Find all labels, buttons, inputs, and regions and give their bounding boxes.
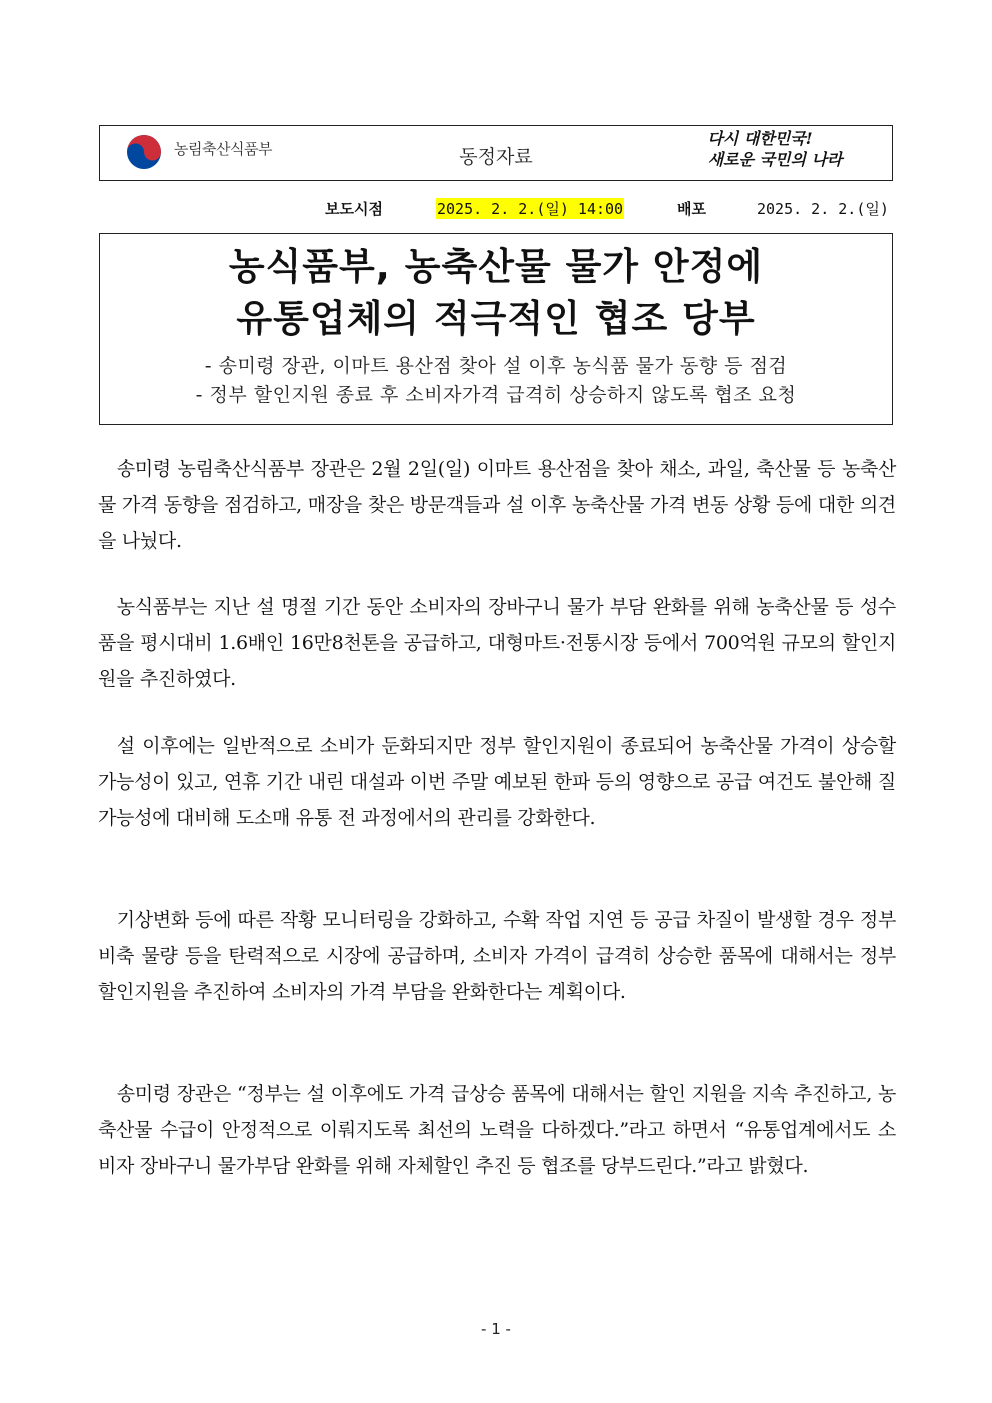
slogan-line-2: 새로운 국민의 나라 [707,150,843,169]
subtitle-1: - 송미령 장관, 이마트 용산점 찾아 설 이후 농식품 물가 동향 등 점검 [204,355,788,377]
paragraph-text-5: 송미령 장관은 “정부는 설 이후에도 가격 급상승 품목에 대해서는 할인 지원을 지속 추진하고, 농축산물 수급이 안정적으로 이뤄지도록 최선의 노력을 다하겠다.”라고 하면서 “유통업계에서도 소비자 장바구니 물가부담 완화를 위해 자체할인 추진 등 협조를 당부드린다.”라고 밝혔다. [98,1083,896,1177]
report-time-value: 2025. 2. 2.(일) 14:00 [437,200,624,218]
page-number: - 1 - [481,1320,511,1338]
body-paragraph [98,589,896,697]
document-header [99,125,893,181]
distribution-value: 2025. 2. 2.(일) [757,200,889,218]
subtitle-2: - 정부 할인지원 종료 후 소비자가격 급격히 상승하지 않도록 협조 요청 [195,384,797,406]
paragraph-text-4: 기상변화 등에 따른 작황 모니터링을 강화하고, 수확 작업 지연 등 공급 차질이 발생할 경우 정부 비축 물량 등을 탄력적으로 시장에 공급하며, 소비자 가격이 급격히 상승한 품목에 대해서는 정부 할인지원을 추진하여 소비자의 가격 부담을 완화한다는 계획이다. [98,909,896,1003]
distribution-label: 배포 [677,200,706,218]
headline-box [99,233,893,425]
paragraph-text-1: 송미령 농림축산식품부 장관은 2월 2일(일) 이마트 용산점을 찾아 채소, 과일, 축산물 등 농축산물 가격 동향을 점검하고, 매장을 찾은 방문객들과 설 이후 농축산물 가격 변동 상황 등에 대한 의견을 나눴다. [98,458,896,552]
document-type: 동정자료 [459,146,533,168]
body-paragraph [98,451,896,559]
slogan-line-1: 다시 대한민국! [707,129,813,148]
headline-line-2: 유통업체의 적극적인 협조 당부 [236,297,756,340]
report-time-label: 보도시점 [325,200,383,218]
headline-line-1: 농식품부, 농축산물 물가 안정에 [228,245,764,288]
body-paragraph [98,728,896,836]
ministry-name: 농림축산식품부 [174,140,272,158]
body-paragraph [98,1076,896,1184]
paragraph-text-3: 설 이후에는 일반적으로 소비가 둔화되지만 정부 할인지원이 종료되어 농축산물 가격이 상승할 가능성이 있고, 연휴 기간 내린 대설과 이번 주말 예보된 한파 등의 영향으로 공급 여건도 불안해 질 가능성에 대비해 도소매 유통 전 과정에서의 관리를 강화한다. [98,735,896,829]
body-paragraph [98,902,896,1010]
paragraph-text-2: 농식품부는 지난 설 명절 기간 동안 소비자의 장바구니 물가 부담 완화를 위해 농축산물 등 성수품을 평시대비 1.6배인 16만8천톤을 공급하고, 대형마트·전통시장 등에서 700억원 규모의 할인지원을 추진하였다. [98,596,896,690]
slogan [670,128,870,170]
